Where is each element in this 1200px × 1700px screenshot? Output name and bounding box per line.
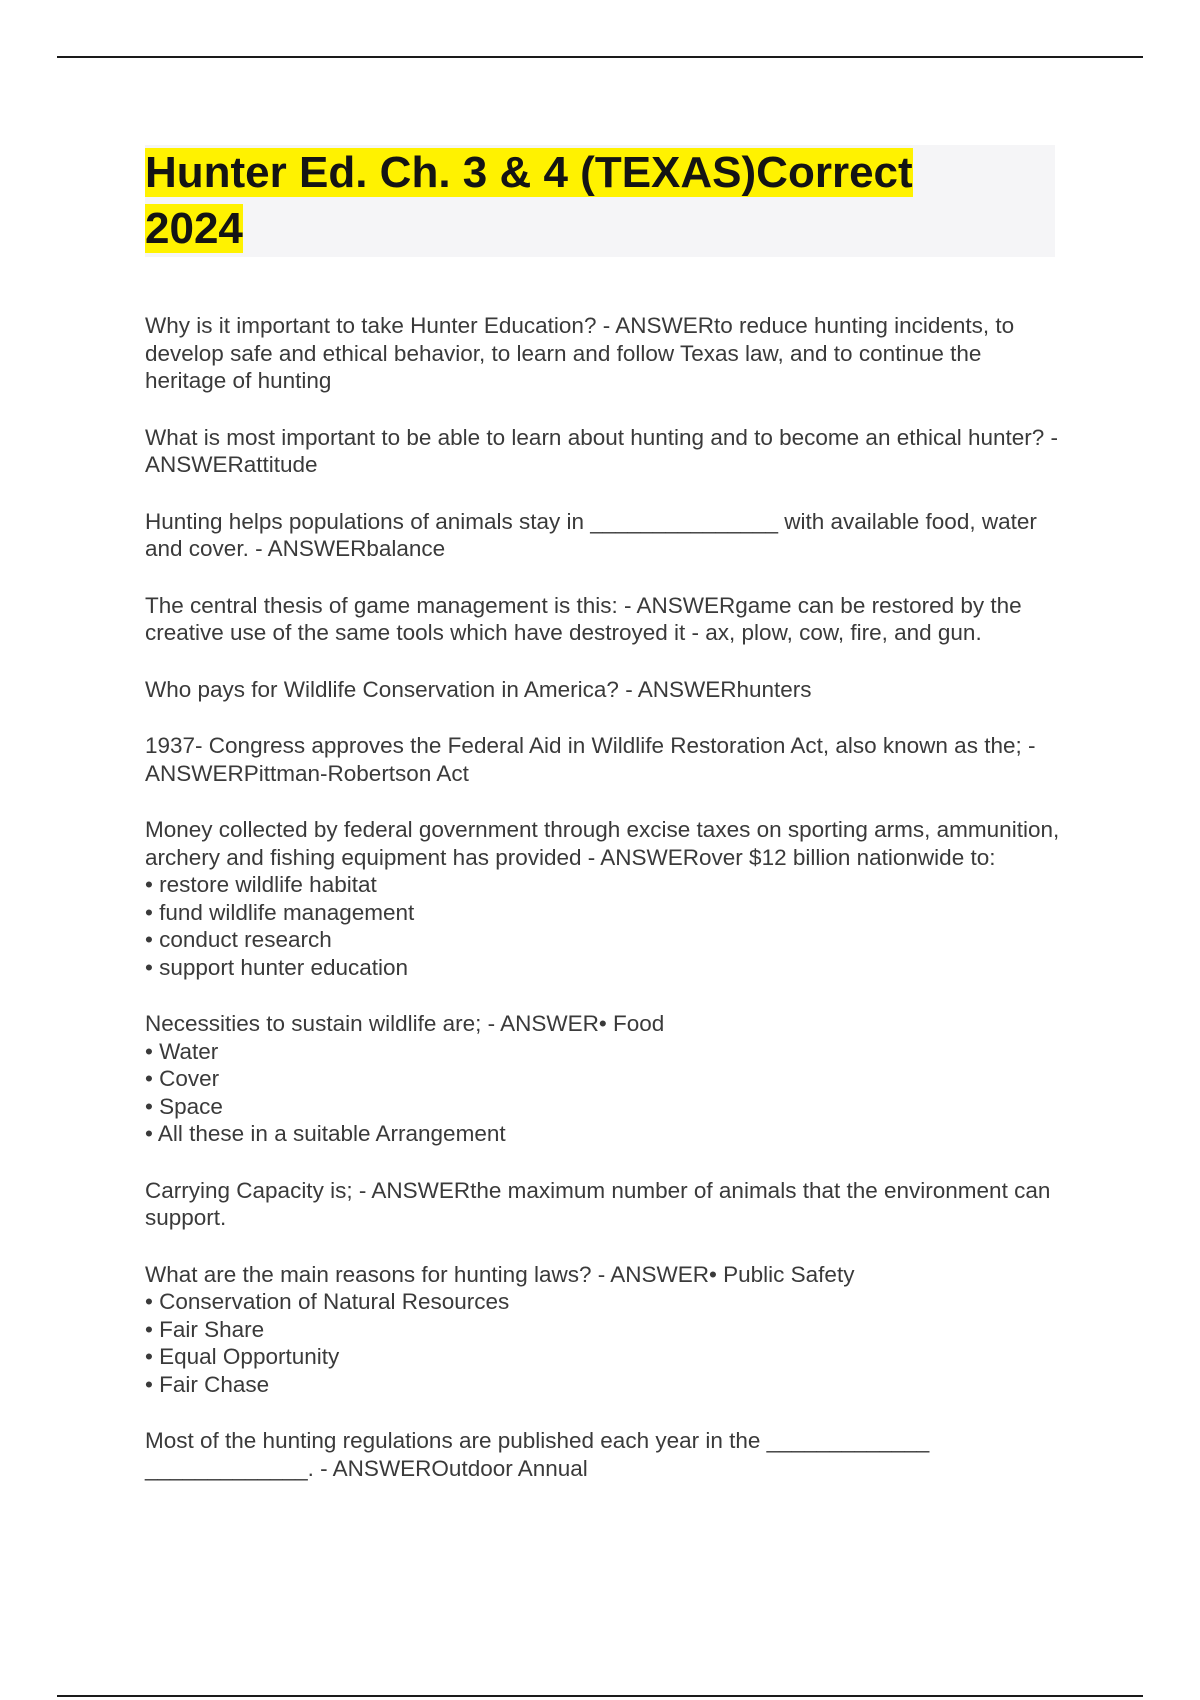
qa-item [145, 508, 1065, 563]
bullet-item: • Water [145, 1038, 219, 1064]
bullet-item: • Conservation of Natural Resources [145, 1289, 510, 1314]
qa-item [145, 1427, 1065, 1482]
document-title [145, 145, 1055, 257]
qa-item [145, 1177, 1065, 1232]
bullet-item: • Space [145, 1093, 223, 1119]
qa-text: Most of the hunting regulations are published each year in the _____________ _____________. - ANSWEROutdoor Annual [145, 1428, 930, 1481]
qa-text: Carrying Capacity is; - ANSWERthe maximum number of animals that the environment can support. [145, 1177, 1051, 1230]
title-line-2: 2024 [145, 204, 243, 253]
top-divider [57, 56, 1143, 58]
bullet-item: • Fair Share [145, 1316, 265, 1342]
qa-text: 1937- Congress approves the Federal Aid in Wildlife Restoration Act, also known as the; - ANSWERPittman-Robertson Act [145, 733, 1036, 786]
qa-text: Necessities to sustain wildlife are; - ANSWER• Food [145, 1011, 665, 1036]
qa-list [145, 312, 1065, 1511]
qa-text: Who pays for Wildlife Conservation in America? - ANSWERhunters [145, 676, 812, 702]
qa-text: Why is it important to take Hunter Education? - ANSWERto reduce hunting incidents, to develop safe and ethical behavior, to learn and follow Texas law, and to continue the heritage of hunting [145, 313, 1015, 393]
title-block [145, 145, 1055, 257]
qa-text: The central thesis of game management is this: - ANSWERgame can be restored by the creative use of the same tools which have destroyed it - ax, plow, cow, fire, and gun. [145, 592, 1022, 645]
bullet-item: • All these in a suitable Arrangement [145, 1121, 506, 1146]
bullet-item: • support hunter education [145, 954, 409, 980]
qa-item [145, 1010, 1065, 1148]
qa-item [145, 312, 1065, 395]
bullet-item: • Equal Opportunity [145, 1344, 340, 1369]
qa-text: What are the main reasons for hunting laws? - ANSWER• Public Safety [145, 1261, 855, 1287]
qa-item [145, 732, 1065, 787]
qa-item [145, 1261, 1065, 1399]
bottom-divider [57, 1695, 1143, 1697]
qa-text: What is most important to be able to learn about hunting and to become an ethical hunter? - ANSWERattitude [145, 424, 1059, 477]
qa-item [145, 424, 1065, 479]
qa-item [145, 816, 1065, 981]
title-line-1: Hunter Ed. Ch. 3 & 4 (TEXAS)Correct [145, 148, 913, 197]
qa-item [145, 676, 1065, 704]
bullet-item: • Fair Chase [145, 1371, 270, 1397]
qa-text: Hunting helps populations of animals stay in _______________ with available food, water and cover. - ANSWERbalance [145, 508, 1037, 561]
bullet-item: • restore wildlife habitat [145, 872, 377, 897]
bullet-item: • conduct research [145, 927, 332, 952]
qa-text: Money collected by federal government through excise taxes on sporting arms, ammunition, archery and fishing equipment has provided - ANSWERover $12 billion nationwide to: [145, 817, 1060, 870]
bullet-item: • fund wildlife management [145, 899, 415, 925]
bullet-item: • Cover [145, 1066, 220, 1091]
qa-item [145, 592, 1065, 647]
